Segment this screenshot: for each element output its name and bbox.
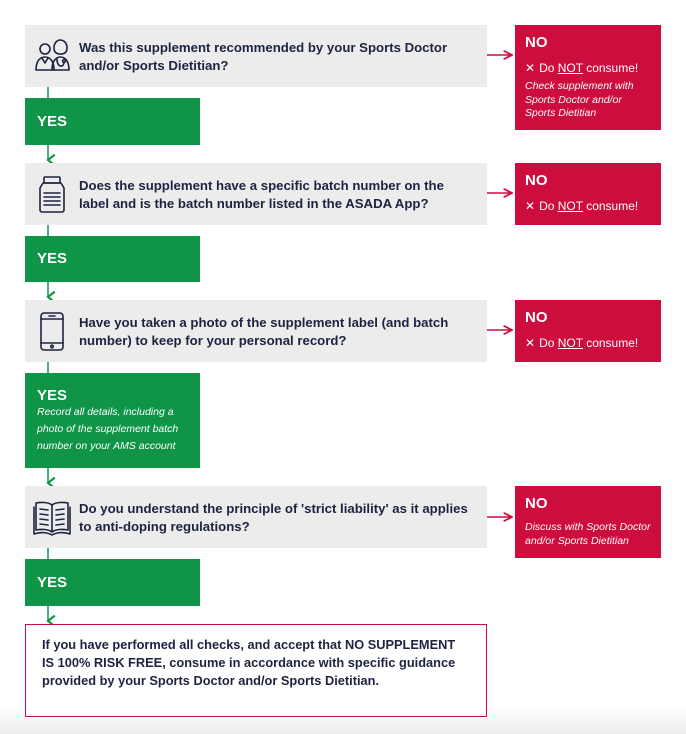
cross-icon: ✕ bbox=[525, 336, 536, 350]
no-warning-1 bbox=[525, 61, 651, 76]
yes-box-2 bbox=[25, 236, 200, 282]
no-box-2 bbox=[515, 163, 661, 225]
question-box-1 bbox=[25, 25, 487, 87]
yes-box-3 bbox=[25, 373, 200, 468]
yes-label-2: YES bbox=[37, 250, 68, 267]
supplement-jar-icon bbox=[32, 174, 72, 214]
no-warning-suffix: consume! bbox=[582, 199, 639, 213]
final-instruction-box bbox=[25, 624, 487, 717]
final-instruction-text: If you have performed all checks, and accept that NO SUPPLEMENT IS 100% RISK FREE, consume in accordance with specific guidance provided by your Sports Doctor and/or Sports Dietitian. bbox=[42, 637, 456, 688]
no-note-4: Discuss with Sports Doctor and/or Sports Dietitian bbox=[525, 521, 651, 547]
no-warning-emph: NOT bbox=[557, 199, 583, 213]
no-warning-suffix: consume! bbox=[582, 61, 639, 75]
question-text-2: Does the supplement have a specific batch number on the label and is the batch number listed in the ASADA App? bbox=[79, 178, 444, 211]
no-warning-2 bbox=[525, 199, 651, 214]
smartphone-icon bbox=[32, 311, 72, 351]
yes-label-4: YES bbox=[37, 574, 68, 591]
no-warning-suffix: consume! bbox=[582, 336, 639, 350]
question-text-1: Was this supplement recommended by your Sports Doctor and/or Sports Dietitian? bbox=[79, 40, 448, 73]
no-box-3 bbox=[515, 300, 661, 362]
no-warning-emph: NOT bbox=[557, 61, 583, 75]
no-warning-3 bbox=[525, 336, 651, 351]
question-box-2 bbox=[25, 163, 487, 225]
question-text-4: Do you understand the principle of 'strict liability' as it applies to anti-doping regulations? bbox=[79, 501, 468, 534]
no-box-4 bbox=[515, 486, 661, 558]
cross-icon: ✕ bbox=[525, 61, 536, 75]
no-label-1: NO bbox=[525, 34, 548, 51]
yes-box-4 bbox=[25, 559, 200, 606]
no-label-3: NO bbox=[525, 309, 548, 326]
question-box-4 bbox=[25, 486, 487, 548]
no-label-4: NO bbox=[525, 495, 548, 512]
question-box-3 bbox=[25, 300, 487, 362]
question-text-3: Have you taken a photo of the supplement label (and batch number) to keep for your personal record? bbox=[79, 315, 449, 348]
yes-note-3: Record all details, including a photo of the supplement batch number on your AMS account bbox=[37, 406, 179, 452]
no-box-1 bbox=[515, 25, 661, 130]
no-warning-prefix: Do bbox=[539, 336, 558, 350]
doctors-icon bbox=[32, 36, 72, 76]
no-note-1: Check supplement with Sports Doctor and/or Sports Dietitian bbox=[525, 80, 634, 119]
no-warning-prefix: Do bbox=[539, 199, 558, 213]
yes-box-1 bbox=[25, 98, 200, 145]
no-warning-prefix: Do bbox=[539, 61, 558, 75]
book-icon bbox=[32, 497, 72, 537]
no-warning-emph: NOT bbox=[557, 336, 583, 350]
no-label-2: NO bbox=[525, 172, 548, 189]
yes-label-1: YES bbox=[37, 113, 68, 130]
yes-label-3: YES bbox=[37, 387, 68, 404]
cross-icon: ✕ bbox=[525, 199, 536, 213]
